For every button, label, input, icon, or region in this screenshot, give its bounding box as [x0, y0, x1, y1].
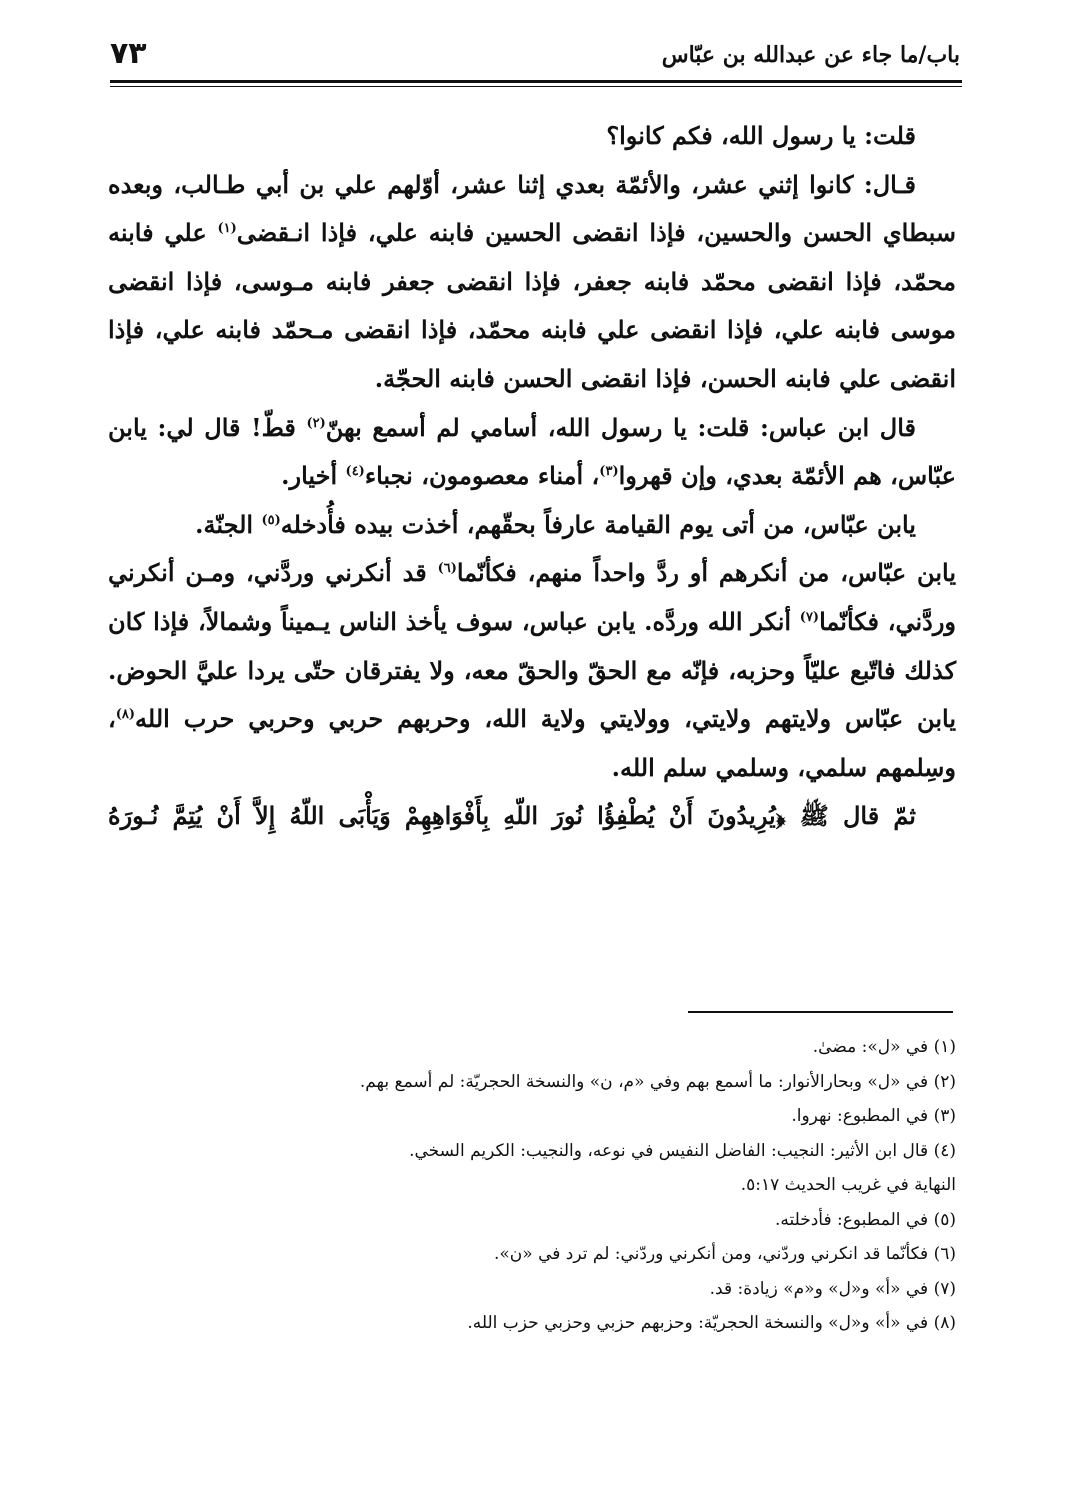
footnote-7: (٧) في «أ» و«ل» و«م» زيادة: قد.	[709, 1278, 956, 1299]
footnote-5: (٥) في المطبوع: فأدخلته.	[774, 1209, 956, 1230]
paragraph-4	[108, 501, 956, 550]
paragraph-3	[108, 404, 956, 501]
paragraph-2-text-a: قـال: كانوا إثني عشر، والأئمّة بعدي إثنا عشر، أوّلهم علي بن أبي طـالب، وبعده سبطاي الحسن والحسين، فإذا انقضى الحسين فابنه علي، فإذا انـقضى	[108, 169, 956, 248]
footnote-4: (٤) قال ابن الأثير: النجيب: الفاضل النفيس في نوعه، والنجيب: الكريم السخي.	[409, 1140, 956, 1161]
page-header	[110, 30, 960, 82]
footnote-ref-7: (٧)	[799, 609, 820, 625]
main-text	[108, 112, 956, 841]
page-number: ٧٣	[110, 36, 147, 71]
paragraph-4-text-a: يابن عبّاس، من أتى يوم القيامة عارفاً بحقّهم، أخذت بيده فأُدخله	[280, 509, 916, 539]
footnote-ref-4: (٤)	[345, 464, 365, 480]
footnote-6: (٦) فكأنّما قد انكرني وردّني، ومن أنكرني وردّني: لم ترد في «ن».	[494, 1244, 956, 1264]
paragraph-2-text-b: علي فابنه محمّد، فإذا انقضى محمّد فابنه جعفر، فإذا انقضى جعفر فابنه مـوسى، فإذا انقضى موسى فابنه علي، فإذا انقضى علي فابنه محمّد، فإذا انقضى مـحمّد فابنه علي، فإذا انقضى علي فابنه الحسن، فإذا انقضى الحسن فابنه الحجّة.	[108, 218, 956, 393]
header-rule-thin	[110, 86, 962, 87]
header-rule	[110, 80, 962, 83]
footnote-ref-2: (٢)	[306, 415, 326, 431]
quran-verse: ثمّ قال ﷺ ﴿يُرِيدُونَ أَنْ يُطْفِؤُا نُورَ اللّهِ بِأَفْوَاهِهِمْ وَيَأْبَى اللّهُ إِلاَّ أَنْ يُتِمَّ نُـورَهُ	[108, 801, 916, 831]
footnotes	[108, 1030, 956, 1341]
footnote-ref-8: (٨)	[115, 707, 136, 723]
footnote-4-continued: النهاية في غريب الحديث ٥:١٧.	[740, 1175, 956, 1195]
paragraph-3-text-b: قطّ! قال لي: يابن عبّاس، هم الأئمّة بعدي، وإن قهروا	[108, 412, 956, 491]
footnote-ref-1: (١)	[217, 221, 237, 237]
paragraph-5-text-b: قد أنكرني وردَّني، ومـن أنكرني وردَّني، فكأنّما	[108, 558, 956, 636]
paragraph-1-text: قلت: يا رسول الله، فكم كانوا؟	[606, 121, 916, 150]
paragraph-4-text-b: الجنّة.	[195, 509, 262, 539]
footnote-ref-5: (٥)	[261, 512, 281, 528]
paragraph-5	[108, 549, 956, 792]
footnote-ref-3: (٣)	[599, 464, 619, 480]
paragraph-1	[108, 112, 956, 161]
paragraph-6	[108, 792, 956, 841]
paragraph-3-text-a: قال ابن عباس: قلت: يا رسول الله، أسامي لم أسمع بهنّ	[325, 412, 916, 442]
paragraph-3-text-d: أخيار.	[281, 461, 346, 491]
footnote-separator	[688, 1011, 953, 1013]
footnote-1: (١) في «ل»: مضىٰ.	[812, 1037, 956, 1057]
footnote-2: (٢) في «ل» وبحارالأنوار: ما أسمع بهم وفي «م، ن» والنسخة الحجريّة: لم أسمع بهم.	[359, 1071, 956, 1092]
paragraph-2	[108, 161, 956, 404]
running-title: باب/ما جاء عن عبدالله بن عبّاس	[661, 42, 960, 68]
paragraph-5-text-a: يابن عبّاس، من أنكرهم أو ردَّ واحداً منهم، فكأنّما	[456, 558, 957, 588]
footnote-ref-6: (٦)	[437, 561, 457, 577]
paragraph-5-text-d: ، وسِلمهم سلمي، وسلمي سلم الله.	[108, 704, 956, 782]
footnote-3: (٣) في المطبوع: نهروا.	[791, 1106, 956, 1126]
paragraph-5-text-c: أنكر الله وردَّه. يابن عباس، سوف يأخذ الناس يـميناً وشمالاً، فإذا كان كذلك فاتّبع عليّاً وحزبه، فإنّه مع الحقّ والحقّ معه، ولا يفترقان حتّى يردا عليَّ الحوض. يابن عبّاس ولايتهم ولايتي، وولايتي ولاية الله، وحربهم حربي وحربي حرب الله	[108, 606, 956, 734]
paragraph-3-text-c: ، أمناء معصومون، نجباء	[364, 461, 600, 491]
footnote-8: (٨) في «أ» و«ل» والنسخة الحجريّة: وحزبهم حزبي وحزبي حزب الله.	[467, 1313, 956, 1333]
